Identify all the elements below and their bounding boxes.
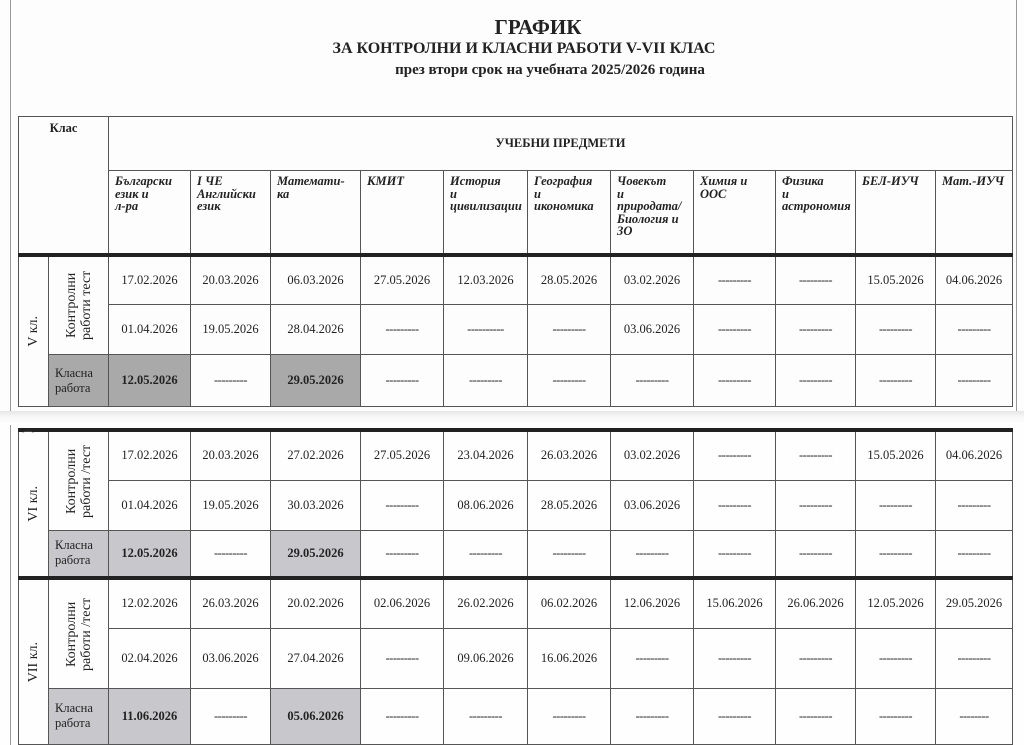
subject-header-line: и xyxy=(782,186,789,201)
date-cell: --------- xyxy=(694,480,776,530)
class-work-date-cell: --------- xyxy=(361,355,444,407)
date-cell: --------- xyxy=(361,480,444,530)
subject-header-line: астрономия xyxy=(782,199,851,213)
class-work-date-cell: 05.06.2026 xyxy=(271,688,361,744)
date-cell: --------- xyxy=(776,255,856,305)
test-label-cell xyxy=(49,430,109,530)
test-row-1 xyxy=(19,578,1013,628)
subject-header-line: Химия и xyxy=(700,174,748,188)
date-cell: 16.06.2026 xyxy=(528,628,611,688)
subject-header xyxy=(856,171,936,255)
subject-header-line: ка xyxy=(277,186,290,201)
date-cell: 26.06.2026 xyxy=(776,578,856,628)
handwritten-mark: ⌒ xyxy=(22,430,35,444)
subject-header xyxy=(191,171,271,255)
class-work-date-cell: --------- xyxy=(611,355,694,407)
subject-header xyxy=(528,171,611,255)
subject-header-line: език xyxy=(197,199,221,213)
date-cell: --------- xyxy=(694,305,776,355)
date-cell: --------- xyxy=(856,628,936,688)
subject-header-line: Английски xyxy=(197,186,256,201)
class-work-date-cell: 12.05.2026 xyxy=(109,355,191,407)
date-cell: --------- xyxy=(361,305,444,355)
date-cell: 28.05.2026 xyxy=(528,480,611,530)
date-cell: 20.03.2026 xyxy=(191,430,271,480)
date-cell: 27.02.2026 xyxy=(271,430,361,480)
date-cell: 12.03.2026 xyxy=(444,255,528,305)
class-work-date-cell: --------- xyxy=(776,530,856,578)
date-cell: 29.05.2026 xyxy=(936,578,1013,628)
date-cell: --------- xyxy=(694,430,776,480)
date-cell: 08.06.2026 xyxy=(444,480,528,530)
date-cell: 17.02.2026 xyxy=(109,430,191,480)
date-cell: --------- xyxy=(776,628,856,688)
class-work-date-cell: --------- xyxy=(776,688,856,744)
class-work-date-cell: --------- xyxy=(361,688,444,744)
subject-header-line: Биология и xyxy=(617,211,679,226)
class-work-date-cell: --------- xyxy=(528,688,611,744)
subject-header-line: ООС xyxy=(700,186,727,201)
date-cell: 27.05.2026 xyxy=(361,430,444,480)
date-cell: --------- xyxy=(936,628,1013,688)
subject-header-line: природата/ xyxy=(617,199,682,213)
class-block-v xyxy=(19,255,1013,407)
subject-header-line: Математи- xyxy=(277,174,345,188)
date-cell: 02.06.2026 xyxy=(361,578,444,628)
date-cell: 03.02.2026 xyxy=(611,430,694,480)
date-cell: --------- xyxy=(856,305,936,355)
class-work-date-cell: --------- xyxy=(856,688,936,744)
date-cell: --------- xyxy=(611,628,694,688)
subject-header xyxy=(694,171,776,255)
date-cell: --------- xyxy=(528,305,611,355)
date-cell: --------- xyxy=(694,628,776,688)
test-row-2 xyxy=(19,305,1013,355)
page-edge-left xyxy=(10,0,11,411)
page-separator xyxy=(0,411,1024,425)
subject-header-line: л-ра xyxy=(115,199,139,213)
class-work-date-cell: 11.06.2026 xyxy=(109,688,191,744)
date-cell: 04.06.2026 xyxy=(936,430,1013,480)
date-cell: 23.04.2026 xyxy=(444,430,528,480)
date-cell: 06.03.2026 xyxy=(271,255,361,305)
class-work-date-cell: --------- xyxy=(444,688,528,744)
class-work-date-cell: 12.05.2026 xyxy=(109,530,191,578)
class-work-date-cell: --------- xyxy=(936,530,1013,578)
date-cell: 15.06.2026 xyxy=(694,578,776,628)
class-work-date-cell: --------- xyxy=(856,355,936,407)
class-work-date-cell: 29.05.2026 xyxy=(271,530,361,578)
date-cell: 28.04.2026 xyxy=(271,305,361,355)
date-cell: --------- xyxy=(776,305,856,355)
class-work-date-cell: --------- xyxy=(191,530,271,578)
class-work-date-cell: --------- xyxy=(694,530,776,578)
class-work-date-cell: --------- xyxy=(444,355,528,407)
subject-header-line: БЕЛ-ИУЧ xyxy=(862,174,919,188)
date-cell: --------- xyxy=(776,430,856,480)
date-cell: 15.05.2026 xyxy=(856,255,936,305)
class-work-date-cell: --------- xyxy=(191,688,271,744)
class-header: Клас xyxy=(19,117,109,255)
date-cell: 02.04.2026 xyxy=(109,628,191,688)
subject-header xyxy=(776,171,856,255)
class-work-label: Класна работа xyxy=(49,355,109,407)
page-edge-left xyxy=(10,425,11,745)
class-work-date-cell: --------- xyxy=(611,530,694,578)
document-period: през втори срок на учебната 2025/2026 година xyxy=(395,62,705,78)
date-cell: 19.05.2026 xyxy=(191,480,271,530)
document-subtitle: ЗА КОНТРОЛНИ И КЛАСНИ РАБОТИ V-VII КЛАС xyxy=(332,40,716,57)
class-label-cell xyxy=(19,430,49,578)
subject-header-line: География xyxy=(534,174,593,188)
date-cell: --------- xyxy=(856,480,936,530)
test-label: Контролни работи тест xyxy=(63,270,94,340)
class-work-date-cell: --------- xyxy=(936,355,1013,407)
class-work-date-cell: --------- xyxy=(694,688,776,744)
date-cell: 28.05.2026 xyxy=(528,255,611,305)
class-work-date-cell: --------- xyxy=(528,530,611,578)
subject-header-line: и xyxy=(617,186,624,201)
subject-header-line: Човекът xyxy=(617,174,667,188)
subject-header-line: Български xyxy=(115,174,172,188)
date-cell: 27.04.2026 xyxy=(271,628,361,688)
schedule-table-top xyxy=(18,116,1013,407)
date-cell: 01.04.2026 xyxy=(109,305,191,355)
class-label-cell xyxy=(19,578,49,744)
date-cell: 04.06.2026 xyxy=(936,255,1013,305)
date-cell: 06.02.2026 xyxy=(528,578,611,628)
class-work-date-cell: --------- xyxy=(444,530,528,578)
date-cell: 26.03.2026 xyxy=(528,430,611,480)
subject-header-line: език и xyxy=(115,186,149,201)
class-label: VI кл. xyxy=(26,486,41,522)
subject-header-line: I ЧЕ xyxy=(197,174,223,188)
subject-header-line: Мат.-ИУЧ xyxy=(942,174,1005,188)
subject-header xyxy=(109,171,191,255)
subject-header xyxy=(271,171,361,255)
date-cell: 12.02.2026 xyxy=(109,578,191,628)
date-cell: 26.02.2026 xyxy=(444,578,528,628)
subject-header-line: икономика xyxy=(534,199,594,213)
test-label: Контролни работи /тест xyxy=(63,444,94,518)
date-cell: 03.06.2026 xyxy=(611,305,694,355)
date-cell: 20.03.2026 xyxy=(191,255,271,305)
test-label: Контролни работи /тест xyxy=(63,597,94,671)
class-work-date-cell: --------- xyxy=(694,355,776,407)
date-cell: 20.02.2026 xyxy=(271,578,361,628)
date-cell: 17.02.2026 xyxy=(109,255,191,305)
subjects-header: УЧЕБНИ ПРЕДМЕТИ xyxy=(109,117,1013,171)
class-block-vi xyxy=(19,430,1013,578)
class-work-date-cell: --------- xyxy=(856,530,936,578)
class-work-date-cell: --------- xyxy=(528,355,611,407)
subject-header-line: и xyxy=(534,186,541,201)
class-work-label: Класна работа xyxy=(49,530,109,578)
class-work-date-cell: --------- xyxy=(776,355,856,407)
class-label: VII кл. xyxy=(26,641,41,682)
class-work-date-cell: -------- xyxy=(936,688,1013,744)
subject-header xyxy=(611,171,694,255)
class-work-date-cell: --------- xyxy=(361,530,444,578)
date-cell: 26.03.2026 xyxy=(191,578,271,628)
subject-header xyxy=(936,171,1013,255)
date-cell: 09.06.2026 xyxy=(444,628,528,688)
subject-header-line: и xyxy=(450,186,457,201)
class-work-row xyxy=(19,530,1013,578)
date-cell: 12.05.2026 xyxy=(856,578,936,628)
test-row-1 xyxy=(19,255,1013,305)
test-label-cell xyxy=(49,255,109,355)
schedule-table-bottom xyxy=(18,428,1013,745)
test-row-2 xyxy=(19,480,1013,530)
class-label-cell xyxy=(19,255,49,407)
subject-header-line: ЗО xyxy=(617,224,633,238)
date-cell: 15.05.2026 xyxy=(856,430,936,480)
document-title: ГРАФИК xyxy=(494,15,582,39)
subjects-row xyxy=(19,171,1013,255)
class-work-label: Класна работа xyxy=(49,688,109,744)
test-row-1 xyxy=(19,430,1013,480)
class-work-row xyxy=(19,688,1013,744)
subject-header xyxy=(444,171,528,255)
date-cell: 03.06.2026 xyxy=(191,628,271,688)
test-row-2 xyxy=(19,628,1013,688)
class-label: V кл. xyxy=(26,315,41,347)
class-work-row xyxy=(19,355,1013,407)
subject-header-line: История xyxy=(450,174,501,188)
date-cell: 12.06.2026 xyxy=(611,578,694,628)
date-cell: 03.06.2026 xyxy=(611,480,694,530)
date-cell: 30.03.2026 xyxy=(271,480,361,530)
test-label-cell xyxy=(49,578,109,688)
subject-header xyxy=(361,171,444,255)
date-cell: ---------- xyxy=(444,305,528,355)
date-cell: --------- xyxy=(776,480,856,530)
class-work-date-cell: --------- xyxy=(191,355,271,407)
date-cell: 19.05.2026 xyxy=(191,305,271,355)
date-cell: 01.04.2026 xyxy=(109,480,191,530)
date-cell: 03.02.2026 xyxy=(611,255,694,305)
date-cell: 27.05.2026 xyxy=(361,255,444,305)
date-cell: --------- xyxy=(361,628,444,688)
subject-header-line: КМИТ xyxy=(367,174,404,188)
subject-header-line: Физика xyxy=(782,174,824,188)
class-work-date-cell: --------- xyxy=(611,688,694,744)
subject-header-line: цивилизации xyxy=(450,199,522,213)
date-cell: --------- xyxy=(936,480,1013,530)
class-block-vii xyxy=(19,578,1013,744)
date-cell: --------- xyxy=(694,255,776,305)
date-cell: --------- xyxy=(936,305,1013,355)
class-work-date-cell: 29.05.2026 xyxy=(271,355,361,407)
